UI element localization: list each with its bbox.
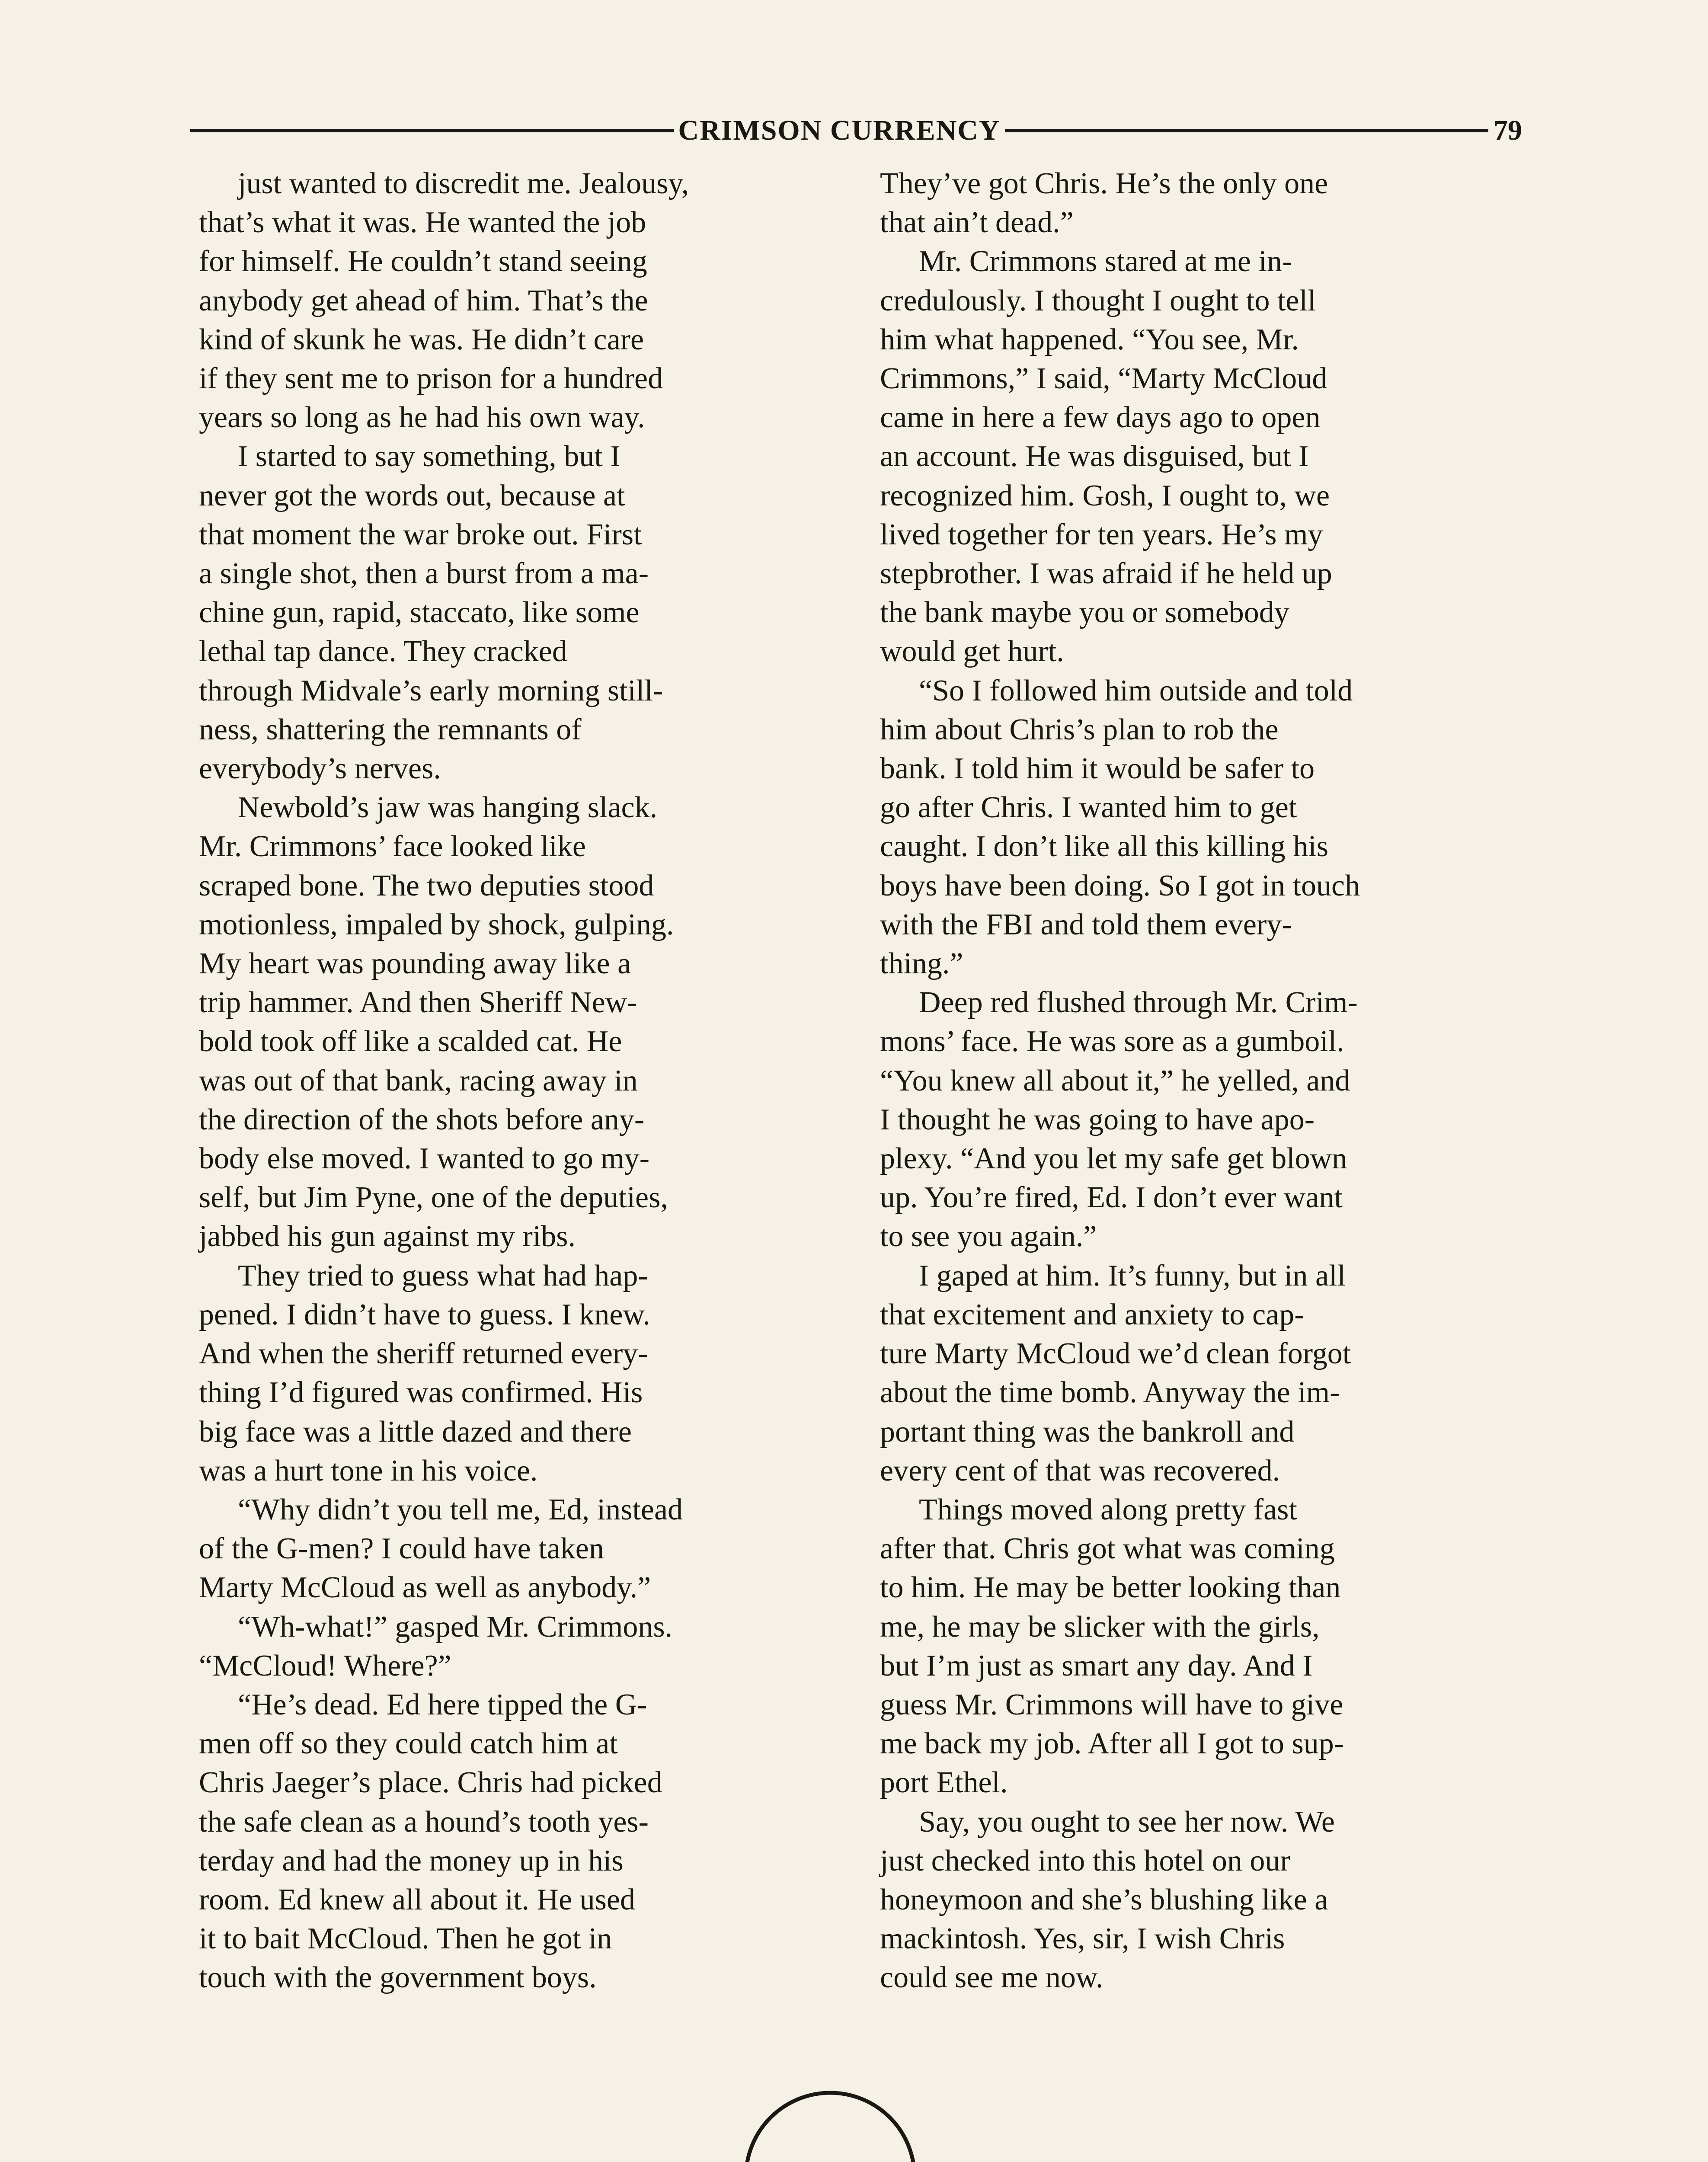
text-line: thing I’d figured was confirmed. His	[199, 1376, 643, 1410]
text-line: They’ve got Chris. He’s the only one	[880, 167, 1328, 200]
text-line: ness, shattering the remnants of	[199, 713, 582, 746]
text-line: honeymoon and she’s blushing like a	[880, 1883, 1328, 1916]
text-line: but I’m just as smart any day. And I	[880, 1649, 1313, 1682]
text-line: was out of that bank, racing away in	[199, 1064, 638, 1097]
text-line: the bank maybe you or somebody	[880, 596, 1289, 630]
text-line: thing.”	[880, 947, 963, 981]
text-line: ture Marty McCloud we’d clean forgot	[880, 1337, 1351, 1371]
text-line: lived together for ten years. He’s my	[880, 518, 1323, 551]
text-line: mackintosh. Yes, sir, I wish Chris	[880, 1922, 1285, 1956]
text-line: terday and had the money up in his	[199, 1844, 624, 1877]
text-line: caught. I don’t like all this killing his	[880, 830, 1328, 864]
paragraph	[199, 437, 839, 788]
right-text-column	[880, 164, 1520, 1998]
text-line: men off so they could catch him at	[199, 1727, 618, 1761]
text-line: “Wh-what!” gasped Mr. Crimmons.	[238, 1610, 673, 1644]
header-rule-right	[1005, 129, 1488, 132]
text-line: never got the words out, because at	[199, 479, 625, 512]
paragraph	[880, 1803, 1520, 1998]
text-line: that excitement and anxiety to cap-	[880, 1298, 1305, 1331]
text-line: about the time bomb. Anyway the im-	[880, 1376, 1340, 1410]
text-line: me, he may be slicker with the girls,	[880, 1610, 1320, 1644]
paragraph	[199, 1257, 839, 1490]
left-text-column	[199, 164, 839, 1998]
text-line: credulously. I thought I ought to tell	[880, 284, 1316, 317]
text-line: “So I followed him outside and told	[919, 674, 1353, 707]
text-line: anybody get ahead of him. That’s the	[199, 284, 648, 317]
text-line: that moment the war broke out. First	[199, 518, 642, 551]
text-line: everybody’s nerves.	[199, 752, 441, 786]
text-line: portant thing was the bankroll and	[880, 1415, 1295, 1449]
text-line: of the G-men? I could have taken	[199, 1532, 604, 1566]
text-line: it to bait McCloud. Then he got in	[199, 1922, 612, 1956]
text-line: after that. Chris got what was coming	[880, 1532, 1335, 1566]
text-line: I thought he was going to have apo-	[880, 1103, 1315, 1136]
text-line: They tried to guess what had hap-	[238, 1259, 648, 1292]
text-line: years so long as he had his own way.	[199, 401, 645, 435]
text-line: just checked into this hotel on our	[880, 1844, 1290, 1877]
text-line: scraped bone. The two deputies stood	[199, 869, 654, 902]
text-line: stepbrother. I was afraid if he held up	[880, 557, 1332, 591]
text-line: And when the sheriff returned every-	[199, 1337, 648, 1371]
text-line: Crimmons,” I said, “Marty McCloud	[880, 362, 1327, 396]
paragraph	[199, 1608, 839, 1685]
text-line: a single shot, then a burst from a ma-	[199, 557, 649, 591]
text-line: that ain’t dead.”	[880, 206, 1074, 240]
text-line: go after Chris. I wanted him to get	[880, 791, 1297, 825]
text-line: with the FBI and told them every-	[880, 908, 1292, 941]
text-line: came in here a few days ago to open	[880, 401, 1321, 435]
text-line: chine gun, rapid, staccato, like some	[199, 596, 640, 630]
text-line: Newbold’s jaw was hanging slack.	[238, 791, 658, 825]
text-line: Mr. Crimmons stared at me in-	[919, 245, 1292, 278]
text-line: room. Ed knew all about it. He used	[199, 1883, 635, 1916]
text-line: plexy. “And you let my safe get blown	[880, 1142, 1347, 1176]
text-line: the safe clean as a hound’s tooth yes-	[199, 1805, 649, 1839]
text-line: big face was a little dazed and there	[199, 1415, 632, 1449]
header-title: CRIMSON CURRENCY	[678, 115, 1001, 146]
text-line: him about Chris’s plan to rob the	[880, 713, 1279, 746]
text-line: that’s what it was. He wanted the job	[199, 206, 646, 240]
text-line: mons’ face. He was sore as a gumboil.	[880, 1025, 1344, 1059]
text-line: port Ethel.	[880, 1766, 1008, 1800]
text-line: him what happened. “You see, Mr.	[880, 323, 1299, 356]
text-line: Things moved along pretty fast	[919, 1493, 1297, 1526]
text-line: just wanted to discredit me. Jealousy,	[238, 167, 689, 200]
text-line: Mr. Crimmons’ face looked like	[199, 830, 586, 864]
text-line: pened. I didn’t have to guess. I knew.	[199, 1298, 650, 1331]
paragraph	[880, 1257, 1520, 1490]
text-line: to see you again.”	[880, 1220, 1097, 1254]
text-line: self, but Jim Pyne, one of the deputies,	[199, 1181, 668, 1215]
text-line: through Midvale’s early morning still-	[199, 674, 663, 707]
text-line: I gaped at him. It’s funny, but in all	[919, 1259, 1346, 1292]
text-line: guess Mr. Crimmons will have to give	[880, 1688, 1343, 1721]
text-line: Deep red flushed through Mr. Crim-	[919, 986, 1358, 1020]
text-line: touch with the government boys.	[199, 1961, 597, 1995]
paragraph	[880, 672, 1520, 984]
text-line: I started to say something, but I	[238, 440, 621, 473]
text-line: “Why didn’t you tell me, Ed, instead	[238, 1493, 683, 1526]
text-line: could see me now.	[880, 1961, 1103, 1995]
paragraph	[880, 242, 1520, 671]
text-line: “He’s dead. Ed here tipped the G-	[238, 1688, 647, 1721]
paragraph	[880, 1490, 1520, 1803]
text-line: trip hammer. And then Sheriff New-	[199, 986, 637, 1020]
paragraph	[199, 788, 839, 1256]
text-line: recognized him. Gosh, I ought to, we	[880, 479, 1330, 512]
text-line: the direction of the shots before any-	[199, 1103, 645, 1136]
text-line: Marty McCloud as well as anybody.”	[199, 1571, 651, 1605]
paragraph	[880, 164, 1520, 242]
paragraph	[199, 164, 839, 437]
text-line: body else moved. I wanted to go my-	[199, 1142, 650, 1176]
text-line: “McCloud! Where?”	[199, 1649, 451, 1682]
text-line: up. You’re fired, Ed. I don’t ever want	[880, 1181, 1343, 1215]
text-line: bank. I told him it would be safer to	[880, 752, 1315, 786]
text-line: “You knew all about it,” he yelled, and	[880, 1064, 1350, 1097]
text-line: Say, you ought to see her now. We	[919, 1805, 1335, 1839]
text-line: an account. He was disguised, but I	[880, 440, 1309, 473]
text-line: jabbed his gun against my ribs.	[199, 1220, 576, 1254]
text-line: My heart was pounding away like a	[199, 947, 631, 981]
sunset-boat-ornament-icon	[614, 2076, 1046, 2162]
text-line: if they sent me to prison for a hundred	[199, 362, 663, 396]
text-line: me back my job. After all I got to sup-	[880, 1727, 1344, 1761]
text-line: boys have been doing. So I got in touch	[880, 869, 1360, 902]
running-header	[190, 113, 1522, 148]
text-line: motionless, impaled by shock, gulping.	[199, 908, 674, 941]
text-line: lethal tap dance. They cracked	[199, 635, 567, 668]
text-line: was a hurt tone in his voice.	[199, 1454, 538, 1487]
paragraph	[880, 983, 1520, 1256]
text-line: would get hurt.	[880, 635, 1064, 668]
text-line: for himself. He couldn’t stand seeing	[199, 245, 647, 278]
text-line: bold took off like a scalded cat. He	[199, 1025, 622, 1059]
text-line: every cent of that was recovered.	[880, 1454, 1280, 1487]
paragraph	[199, 1685, 839, 1998]
text-line: Chris Jaeger’s place. Chris had picked	[199, 1766, 662, 1800]
text-line: to him. He may be better looking than	[880, 1571, 1341, 1605]
text-line: kind of skunk he was. He didn’t care	[199, 323, 644, 356]
paragraph	[199, 1490, 839, 1608]
header-rule-left	[190, 129, 674, 132]
page-number: 79	[1494, 115, 1522, 146]
